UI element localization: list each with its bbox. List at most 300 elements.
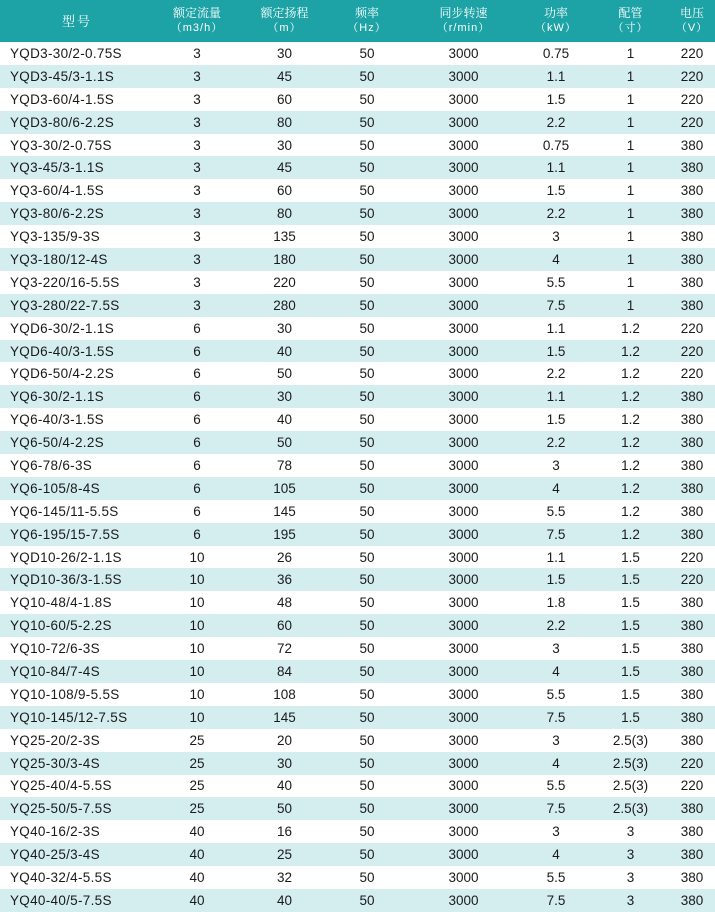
column-header-unit: （V）: [675, 22, 709, 34]
cell-rated-head: 60: [276, 618, 293, 634]
column-header-frequency: [327, 0, 407, 42]
cell-frequency: 50: [359, 366, 375, 382]
cell-rated-flow: 3: [193, 137, 201, 153]
cell-rated-flow: 3: [193, 251, 201, 267]
column-header-sync-speed: [407, 0, 520, 42]
cell-rated-flow: 10: [189, 572, 205, 588]
cell-sync-speed: 3000: [448, 892, 479, 908]
cell-voltage: 380: [680, 503, 704, 519]
column-header-model: [0, 0, 152, 42]
cell-pipe-size: 1.2: [621, 480, 640, 496]
cell-frequency: 50: [359, 389, 375, 405]
cell-rated-head: 50: [276, 435, 293, 451]
table-row: [0, 88, 715, 111]
cell-rated-head: 60: [276, 91, 293, 107]
cell-pipe-size: 1.2: [621, 503, 640, 519]
table-row: [0, 65, 715, 88]
table-row: [0, 820, 715, 843]
cell-voltage: 220: [680, 68, 704, 84]
cell-sync-speed: 3000: [448, 572, 479, 588]
cell-rated-head: 20: [276, 732, 293, 748]
cell-model: YQ40-16/2-3S: [10, 824, 100, 840]
cell-model: YQ6-30/2-1.1S: [10, 389, 104, 405]
cell-voltage: 380: [680, 618, 704, 634]
cell-voltage: 220: [680, 549, 704, 565]
table-row: [0, 248, 715, 271]
table-row: [0, 614, 715, 637]
cell-sync-speed: 3000: [448, 91, 479, 107]
cell-rated-head: 30: [276, 389, 293, 405]
column-header-unit: （Hz）: [347, 22, 387, 34]
table-row: [0, 385, 715, 408]
cell-voltage: 380: [680, 480, 704, 496]
cell-rated-head: 280: [273, 297, 296, 313]
cell-frequency: 50: [359, 320, 375, 336]
cell-sync-speed: 3000: [448, 343, 479, 359]
cell-voltage: 380: [680, 595, 704, 611]
cell-power: 2.2: [546, 435, 566, 451]
cell-frequency: 50: [359, 412, 375, 428]
cell-frequency: 50: [359, 343, 375, 359]
cell-pipe-size: 3: [626, 824, 635, 840]
table-row: [0, 225, 715, 248]
cell-rated-head: 30: [276, 137, 293, 153]
cell-frequency: 50: [359, 183, 375, 199]
cell-voltage: 380: [680, 709, 704, 725]
cell-voltage: 220: [680, 45, 704, 61]
cell-rated-flow: 10: [189, 549, 205, 565]
cell-rated-head: 145: [273, 709, 296, 725]
cell-model: YQ10-48/4-1.8S: [10, 595, 112, 611]
cell-sync-speed: 3000: [448, 709, 479, 725]
column-header-unit: （m）: [267, 22, 302, 34]
cell-power: 7.5: [546, 892, 566, 908]
column-header-rated-flow: [152, 0, 242, 42]
table-row: [0, 729, 715, 752]
cell-power: 1.8: [546, 595, 566, 611]
cell-pipe-size: 1.5: [621, 549, 640, 565]
cell-voltage: 380: [680, 824, 704, 840]
cell-rated-flow: 3: [193, 297, 201, 313]
cell-power: 1.1: [546, 320, 566, 336]
cell-rated-flow: 40: [189, 847, 205, 863]
cell-frequency: 50: [359, 206, 375, 222]
table-row: [0, 340, 715, 363]
cell-power: 4: [552, 755, 560, 771]
cell-power: 1.1: [546, 389, 566, 405]
cell-frequency: 50: [359, 595, 375, 611]
cell-power: 1.5: [546, 91, 566, 107]
cell-pipe-size: 1: [626, 183, 635, 199]
cell-power: 4: [552, 251, 560, 267]
cell-model: YQ25-20/2-3S: [10, 732, 100, 748]
cell-power: 1.1: [546, 549, 566, 565]
table-row: [0, 202, 715, 225]
table-row: [0, 134, 715, 157]
cell-sync-speed: 3000: [448, 412, 479, 428]
cell-sync-speed: 3000: [448, 68, 479, 84]
cell-pipe-size: 1: [626, 114, 635, 130]
cell-pipe-size: 1: [626, 137, 635, 153]
cell-rated-head: 108: [273, 686, 296, 702]
cell-pipe-size: 1: [626, 45, 635, 61]
table-row: [0, 179, 715, 202]
table-row: [0, 111, 715, 134]
table-row: [0, 156, 715, 179]
column-header-unit: （m3/h）: [170, 22, 224, 34]
column-header-unit: （kW）: [535, 22, 577, 34]
cell-model: YQD3-45/3-1.1S: [10, 68, 114, 84]
cell-sync-speed: 3000: [448, 183, 479, 199]
cell-rated-flow: 25: [189, 755, 205, 771]
table-row: [0, 660, 715, 683]
cell-sync-speed: 3000: [448, 503, 479, 519]
cell-power: 5.5: [546, 686, 566, 702]
cell-voltage: 380: [680, 870, 704, 885]
cell-voltage: 380: [680, 641, 704, 657]
table-row: [0, 362, 715, 385]
cell-rated-head: 135: [273, 229, 296, 245]
cell-pipe-size: 1.2: [621, 366, 640, 382]
cell-rated-flow: 6: [193, 503, 201, 519]
cell-frequency: 50: [359, 251, 375, 267]
cell-rated-flow: 3: [193, 206, 201, 222]
cell-sync-speed: 3000: [448, 801, 479, 817]
cell-sync-speed: 3000: [448, 457, 479, 473]
cell-rated-flow: 6: [193, 320, 201, 336]
cell-rated-flow: 6: [193, 412, 201, 428]
cell-rated-flow: 10: [189, 595, 205, 611]
column-header-unit: （寸）: [612, 22, 649, 34]
cell-rated-head: 30: [276, 755, 293, 771]
cell-power: 7.5: [546, 526, 566, 542]
cell-power: 3: [552, 732, 560, 748]
cell-rated-flow: 6: [193, 366, 201, 382]
cell-voltage: 380: [680, 229, 704, 245]
cell-sync-speed: 3000: [448, 274, 479, 290]
cell-rated-flow: 10: [189, 663, 205, 679]
cell-power: 4: [552, 663, 560, 679]
table-row: [0, 546, 715, 569]
cell-pipe-size: 1: [626, 251, 635, 267]
cell-frequency: 50: [359, 618, 375, 634]
cell-pipe-size: 1.2: [621, 435, 640, 451]
cell-rated-head: 80: [276, 114, 293, 130]
column-header-label: 配管: [618, 6, 643, 20]
cell-sync-speed: 3000: [448, 45, 479, 61]
cell-sync-speed: 3000: [448, 618, 479, 634]
cell-rated-flow: 25: [189, 732, 205, 748]
cell-pipe-size: 1.5: [621, 572, 640, 588]
table-row: [0, 317, 715, 340]
table-row: [0, 454, 715, 477]
cell-power: 5.5: [546, 503, 566, 519]
cell-model: YQD10-36/3-1.5S: [10, 572, 122, 588]
table-row: [0, 523, 715, 546]
table-row: [0, 752, 715, 775]
cell-sync-speed: 3000: [448, 641, 479, 657]
cell-power: 5.5: [546, 778, 566, 794]
cell-pipe-size: 2.5(3): [612, 801, 649, 817]
cell-power: 4: [552, 480, 560, 496]
cell-frequency: 50: [359, 274, 375, 290]
cell-sync-speed: 3000: [448, 206, 479, 222]
cell-model: YQ40-25/3-4S: [10, 847, 100, 863]
cell-rated-head: 145: [273, 503, 296, 519]
cell-power: 7.5: [546, 297, 566, 313]
cell-power: 0.75: [542, 137, 570, 153]
cell-sync-speed: 3000: [448, 595, 479, 611]
cell-frequency: 50: [359, 709, 375, 725]
cell-sync-speed: 3000: [448, 160, 479, 176]
table-body: [0, 42, 715, 912]
cell-rated-head: 60: [276, 183, 293, 199]
table-row: [0, 683, 715, 706]
cell-power: 2.2: [546, 366, 566, 382]
cell-pipe-size: 1.5: [621, 641, 640, 657]
cell-voltage: 220: [680, 114, 704, 130]
cell-rated-head: 30: [276, 45, 293, 61]
cell-model: YQ40-40/5-7.5S: [10, 892, 112, 908]
cell-voltage: 380: [680, 274, 704, 290]
cell-power: 2.2: [546, 114, 566, 130]
cell-frequency: 50: [359, 572, 375, 588]
cell-frequency: 50: [359, 549, 375, 565]
table-row: [0, 431, 715, 454]
cell-rated-head: 16: [276, 824, 293, 840]
cell-rated-head: 180: [273, 251, 296, 267]
cell-model: YQ3-220/16-5.5S: [10, 274, 120, 290]
column-header-label: 功率: [543, 6, 568, 20]
cell-frequency: 50: [359, 847, 375, 863]
header-row: [0, 0, 715, 42]
cell-power: 2.2: [546, 618, 566, 634]
cell-model: YQ6-145/11-5.5S: [10, 503, 119, 519]
cell-pipe-size: 2.5(3): [612, 755, 649, 771]
table-row: [0, 775, 715, 798]
cell-pipe-size: 1.5: [621, 663, 640, 679]
cell-power: 7.5: [546, 709, 566, 725]
cell-power: 3: [552, 457, 560, 473]
cell-sync-speed: 3000: [448, 137, 479, 153]
cell-frequency: 50: [359, 160, 375, 176]
cell-pipe-size: 1: [626, 91, 635, 107]
cell-model: YQD6-40/3-1.5S: [10, 343, 114, 359]
cell-frequency: 50: [359, 91, 375, 107]
table-row: [0, 591, 715, 614]
cell-rated-flow: 6: [193, 457, 201, 473]
table-row: [0, 843, 715, 866]
table-row: [0, 271, 715, 294]
cell-model: YQ6-50/4-2.2S: [10, 435, 104, 451]
cell-rated-flow: 6: [193, 480, 201, 496]
table-row: [0, 568, 715, 591]
cell-rated-flow: 3: [193, 68, 201, 84]
cell-voltage: 380: [680, 847, 704, 863]
cell-rated-flow: 6: [193, 526, 201, 542]
cell-voltage: 380: [680, 160, 704, 176]
cell-sync-speed: 3000: [448, 847, 479, 863]
cell-power: 3: [552, 229, 560, 245]
cell-rated-head: 40: [276, 778, 293, 794]
cell-sync-speed: 3000: [448, 686, 479, 702]
cell-model: YQ3-180/12-4S: [10, 251, 108, 267]
cell-rated-flow: 3: [193, 114, 201, 130]
cell-pipe-size: 3: [626, 847, 635, 863]
cell-frequency: 50: [359, 801, 375, 817]
column-header-pipe-size: [592, 0, 669, 42]
cell-power: 4: [552, 847, 560, 863]
table-row: [0, 866, 715, 889]
cell-pipe-size: 1.5: [621, 709, 640, 725]
cell-rated-head: 80: [276, 206, 293, 222]
cell-pipe-size: 1: [626, 68, 635, 84]
cell-rated-flow: 3: [193, 160, 201, 176]
cell-voltage: 380: [680, 526, 704, 542]
cell-rated-flow: 3: [193, 229, 201, 245]
cell-power: 5.5: [546, 870, 566, 885]
cell-voltage: 380: [680, 206, 704, 222]
cell-voltage: 380: [680, 892, 704, 908]
table-row: [0, 889, 715, 912]
cell-sync-speed: 3000: [448, 778, 479, 794]
cell-voltage: 220: [680, 755, 704, 771]
cell-voltage: 380: [680, 663, 704, 679]
cell-rated-head: 84: [276, 663, 293, 679]
column-header-label: 电压: [679, 6, 704, 20]
cell-power: 0.75: [542, 45, 570, 61]
table-row: [0, 477, 715, 500]
cell-sync-speed: 3000: [448, 251, 479, 267]
cell-power: 1.1: [546, 160, 566, 176]
cell-frequency: 50: [359, 229, 375, 245]
cell-model: YQ3-135/9-3S: [10, 229, 100, 245]
cell-rated-head: 78: [276, 457, 293, 473]
cell-power: 3: [552, 824, 560, 840]
cell-frequency: 50: [359, 503, 375, 519]
cell-sync-speed: 3000: [448, 435, 479, 451]
cell-model: YQ6-40/3-1.5S: [10, 412, 104, 428]
cell-rated-head: 26: [276, 549, 293, 565]
column-header-voltage: [669, 0, 715, 42]
cell-voltage: 220: [680, 343, 704, 359]
table-row: [0, 294, 715, 317]
cell-voltage: 380: [680, 297, 704, 313]
cell-rated-head: 40: [276, 892, 293, 908]
column-header-power: [520, 0, 592, 42]
cell-frequency: 50: [359, 114, 375, 130]
cell-model: YQD6-50/4-2.2S: [10, 366, 114, 382]
cell-sync-speed: 3000: [448, 663, 479, 679]
cell-frequency: 50: [359, 68, 375, 84]
cell-model: YQ3-80/6-2.2S: [10, 206, 104, 222]
cell-frequency: 50: [359, 732, 375, 748]
cell-rated-head: 195: [273, 526, 296, 542]
cell-rated-flow: 3: [193, 91, 201, 107]
cell-power: 1.5: [546, 412, 566, 428]
cell-model: YQD6-30/2-1.1S: [10, 320, 114, 336]
cell-rated-head: 32: [276, 870, 293, 885]
cell-model: YQ3-280/22-7.5S: [10, 297, 120, 313]
cell-model: YQD3-60/4-1.5S: [10, 91, 114, 107]
cell-voltage: 220: [680, 320, 704, 336]
cell-rated-flow: 6: [193, 435, 201, 451]
cell-rated-flow: 10: [189, 641, 205, 657]
cell-voltage: 380: [680, 435, 704, 451]
cell-sync-speed: 3000: [448, 526, 479, 542]
cell-rated-flow: 40: [189, 824, 205, 840]
cell-voltage: 220: [680, 778, 704, 794]
cell-power: 2.2: [546, 206, 566, 222]
cell-voltage: 380: [680, 137, 704, 153]
cell-pipe-size: 1.2: [621, 526, 640, 542]
cell-frequency: 50: [359, 457, 375, 473]
cell-pipe-size: 2.5(3): [612, 778, 649, 794]
cell-power: 1.5: [546, 343, 566, 359]
column-header-label: 额定流量: [172, 6, 221, 20]
table-row: [0, 42, 715, 65]
table-row: [0, 500, 715, 523]
cell-power: 1.5: [546, 183, 566, 199]
cell-pipe-size: 1: [626, 229, 635, 245]
cell-voltage: 220: [680, 572, 704, 588]
cell-rated-flow: 10: [189, 618, 205, 634]
cell-model: YQ25-50/5-7.5S: [10, 801, 112, 817]
cell-rated-flow: 3: [193, 274, 201, 290]
cell-rated-head: 36: [276, 572, 293, 588]
cell-pipe-size: 1: [626, 297, 635, 313]
cell-sync-speed: 3000: [448, 114, 479, 130]
cell-model: YQ10-60/5-2.2S: [10, 618, 112, 634]
cell-frequency: 50: [359, 641, 375, 657]
cell-pipe-size: 3: [626, 870, 635, 885]
cell-rated-head: 105: [273, 480, 296, 496]
cell-pipe-size: 1.2: [621, 457, 640, 473]
cell-rated-head: 45: [276, 160, 293, 176]
cell-model: YQD3-80/6-2.2S: [10, 114, 114, 130]
cell-frequency: 50: [359, 45, 375, 61]
cell-frequency: 50: [359, 526, 375, 542]
cell-model: YQ10-72/6-3S: [10, 641, 100, 657]
cell-voltage: 380: [680, 412, 704, 428]
cell-frequency: 50: [359, 870, 375, 885]
cell-sync-speed: 3000: [448, 229, 479, 245]
cell-rated-head: 72: [276, 641, 293, 657]
column-header-label: 频率: [354, 6, 379, 20]
cell-frequency: 50: [359, 137, 375, 153]
cell-sync-speed: 3000: [448, 755, 479, 771]
cell-frequency: 50: [359, 892, 375, 908]
cell-sync-speed: 3000: [448, 389, 479, 405]
cell-pipe-size: 1: [626, 206, 635, 222]
cell-rated-head: 45: [276, 68, 293, 84]
cell-sync-speed: 3000: [448, 297, 479, 313]
column-header-unit: （r/min）: [436, 22, 491, 34]
cell-rated-head: 50: [276, 801, 293, 817]
cell-pipe-size: 1: [626, 160, 635, 176]
cell-sync-speed: 3000: [448, 549, 479, 565]
cell-sync-speed: 3000: [448, 320, 479, 336]
cell-rated-flow: 6: [193, 343, 201, 359]
cell-rated-flow: 3: [193, 183, 201, 199]
cell-power: 5.5: [546, 274, 566, 290]
cell-pipe-size: 3: [626, 892, 635, 908]
column-header-rated-head: [242, 0, 327, 42]
cell-voltage: 380: [680, 801, 704, 817]
cell-pipe-size: 1.5: [621, 595, 640, 611]
table-row: [0, 408, 715, 431]
cell-model: YQ6-78/6-3S: [10, 457, 93, 473]
